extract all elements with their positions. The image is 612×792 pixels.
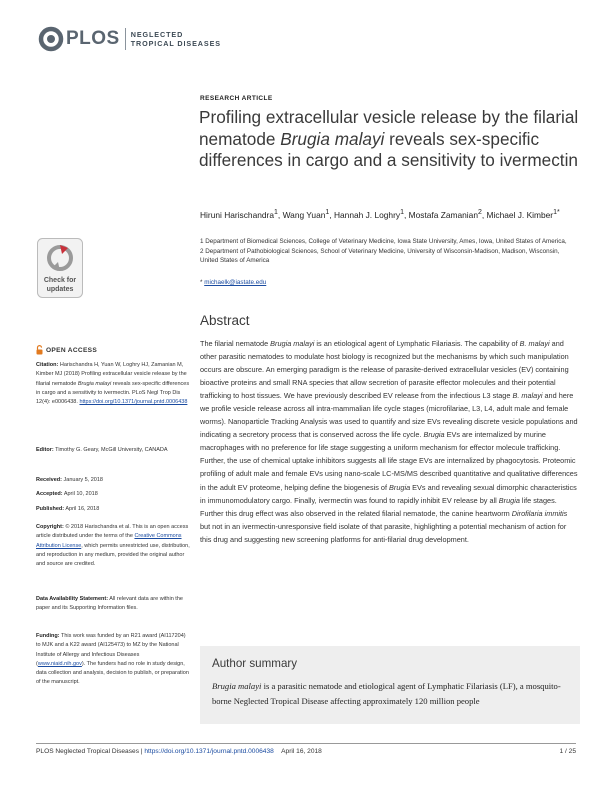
footer-divider bbox=[36, 743, 576, 744]
open-access-label bbox=[36, 345, 97, 355]
copyright-block: Copyright: © 2018 Harischandra et al. This is an open access article distributed under the terms of the Creative Commons Attribution License, which permits unrestricted use, distribution, and reproduction in any medium, provided the original author and source are credited. bbox=[36, 524, 190, 568]
author[interactable]: Mostafa Zamanian$^2$, bbox=[408, 209, 487, 220]
title-part1: Profiling extracellular vesicle release by the filarial nematode bbox=[199, 107, 579, 149]
editor-block: Editor: Timothy G. Geary, McGill University, CANADA bbox=[36, 447, 168, 453]
author-summary-text: Brugia malayi is a parasitic nematode and etiological agent of Lymphatic Filariasis (LF), a mosquito-borne Neglected Tropical Disease affecting approximately 120 million people bbox=[212, 681, 561, 706]
funding-block: Funding: This work was funded by an R21 award (AI117204) to MJK and a K22 award (AI125473) to MZ by the National Institute of Allergy and Infectious Diseases (www.niaid.nih.gov). The funders had no role in study design, data collection and analysis, decision to publish, or preparation of the manuscript. bbox=[36, 633, 189, 686]
abstract-heading: Abstract bbox=[200, 313, 250, 328]
published-date: Published: April 16, 2018 bbox=[36, 506, 100, 512]
abstract-body: The filarial nematode Brugia malayi is an etiological agent of Lymphatic Filariasis. The capability of B. malayi and other parasitic nematodes to modulate host biology is recognized but the mechanisms by which such manipulation occurs are obscure. An emerging paradigm is the release of parasite-derived extracellular vesicles (EV) containing bioactive proteins and small RNA species that allow secretion of parasite effector molecules and their potential trafficking to host tissues. We have previously described EV release from the infectious L3 stage B. malayi and here we profile vesicle release across all intra-mammalian life cycle stages (microfilariae, L3, L4, adult male and female worms). Nanoparticle Tracking Analysis was used to quantify and size EVs revealing discrete vesicle populations and indicating a secretory process that is conserved across the life cycle. Brugia EVs are internalized by murine macrophages with no preference for life stage suggesting a uniform mechanism for effector molecule trafficking. Further, the use of chemical uptake inhibitors suggests all life stage EVs are internalized by phagocytosis. Proteomic profiling of adult male and female EVs using nano-scale LC-MS/MS described quantitative and qualitative differences in the adult EV proteome, helping define the biogenesis of Brugia EVs and revealing sexual dimorphic characteristics in immunomodulatory cargo. Finally, ivermectin was found to rapidly inhibit EV release by all Brugia life stages. Further this drug effect was also observed in the related filarial nematode, the canine heartworm Dirofilaria immitis but not in an ivermectin-unresponsive field isolate of that parasite, highlighting a potential mechanism of action for this drug and suggesting new screening platforms for anti-filarial drug development. bbox=[200, 339, 578, 544]
affiliations bbox=[200, 237, 570, 266]
author[interactable]: Michael J. Kimber$^{1*}$ bbox=[486, 209, 560, 220]
title-part2: reveals sex-specific differences in cargo and a sensitivity to ivermectin bbox=[199, 128, 578, 170]
email-link[interactable]: michaelk@iastate.edu bbox=[204, 279, 267, 286]
author[interactable]: Wang Yuan$^1$, bbox=[282, 209, 334, 220]
funder-link[interactable]: www.niaid.nih.gov bbox=[37, 660, 82, 667]
article-type: RESEARCH ARTICLE bbox=[200, 95, 273, 102]
footer-date: April 16, 2018 bbox=[281, 748, 322, 755]
logo-divider bbox=[125, 28, 126, 50]
data-availability-block: Data Availability Statement: All relevant data are within the paper and its Supporting Information files. bbox=[36, 596, 183, 612]
badge-line1: Check for bbox=[43, 277, 77, 284]
author[interactable]: Hiruni Harischandra$^1$, bbox=[200, 209, 283, 220]
article-title bbox=[199, 107, 579, 172]
footer-doi-link[interactable]: https://doi.org/10.1371/journal.pntd.0006438 bbox=[144, 748, 274, 755]
page-footer: PLOS Neglected Tropical Diseases | https://doi.org/10.1371/journal.pntd.0006438 April 16, 2018 bbox=[36, 748, 322, 755]
footer-journal: PLOS Neglected Tropical Diseases bbox=[36, 748, 139, 755]
citation-doi-link[interactable]: https://doi.org/10.1371/journal.pntd.0006438 bbox=[79, 399, 188, 406]
journal-name-line1: NEGLECTED bbox=[130, 30, 184, 39]
author-summary-heading: Author summary bbox=[212, 657, 298, 670]
journal-name-line2: TROPICAL DISEASES bbox=[130, 39, 221, 48]
affiliation-1: 1 Department of Biomedical Sciences, College of Veterinary Medicine, Iowa State University, Ames, Iowa, United States of America, bbox=[200, 238, 567, 245]
plos-logo-icon bbox=[38, 26, 64, 52]
corresponding-email bbox=[200, 279, 266, 286]
affiliation-2: 2 Department of Pathobiological Sciences, School of Veterinary Medicine, University of Wisconsin-Madison, Madison, Wisconsin, United States of America bbox=[200, 247, 560, 265]
citation-block: Citation: Harischandra H, Yuan W, Loghry HJ, Zamanian M, Kimber MJ (2018) Profiling extracellular vesicle release by the filarial nematode Brugia malayi reveals sex-specific differences in cargo and a sensitivity to ivermectin. PLoS Negl Trop Dis 12(4): e0006438. https://doi.org/10.1371/journal.pntd.0006438 bbox=[36, 362, 190, 406]
open-access-text: OPEN ACCESS bbox=[46, 346, 98, 354]
page-number: 1 / 25 bbox=[559, 748, 576, 755]
open-lock-icon bbox=[36, 345, 43, 355]
author-list bbox=[200, 207, 570, 221]
check-for-updates-badge[interactable] bbox=[37, 238, 83, 298]
license-link[interactable]: Creative Commons Attribution License bbox=[36, 533, 182, 549]
author[interactable]: Hannah J. Loghry$^1$, bbox=[333, 209, 409, 220]
logo-wordmark: PLOS bbox=[66, 28, 120, 49]
accepted-date: Accepted: April 10, 2018 bbox=[36, 491, 98, 497]
title-italic: Brugia malayi bbox=[280, 128, 385, 149]
journal-logo bbox=[38, 26, 221, 52]
badge-line2: updates bbox=[46, 286, 74, 293]
journal-name bbox=[131, 30, 221, 48]
received-date: Received: January 5, 2018 bbox=[36, 477, 103, 483]
email-marker: * bbox=[200, 279, 203, 286]
author-summary-box bbox=[200, 646, 580, 724]
